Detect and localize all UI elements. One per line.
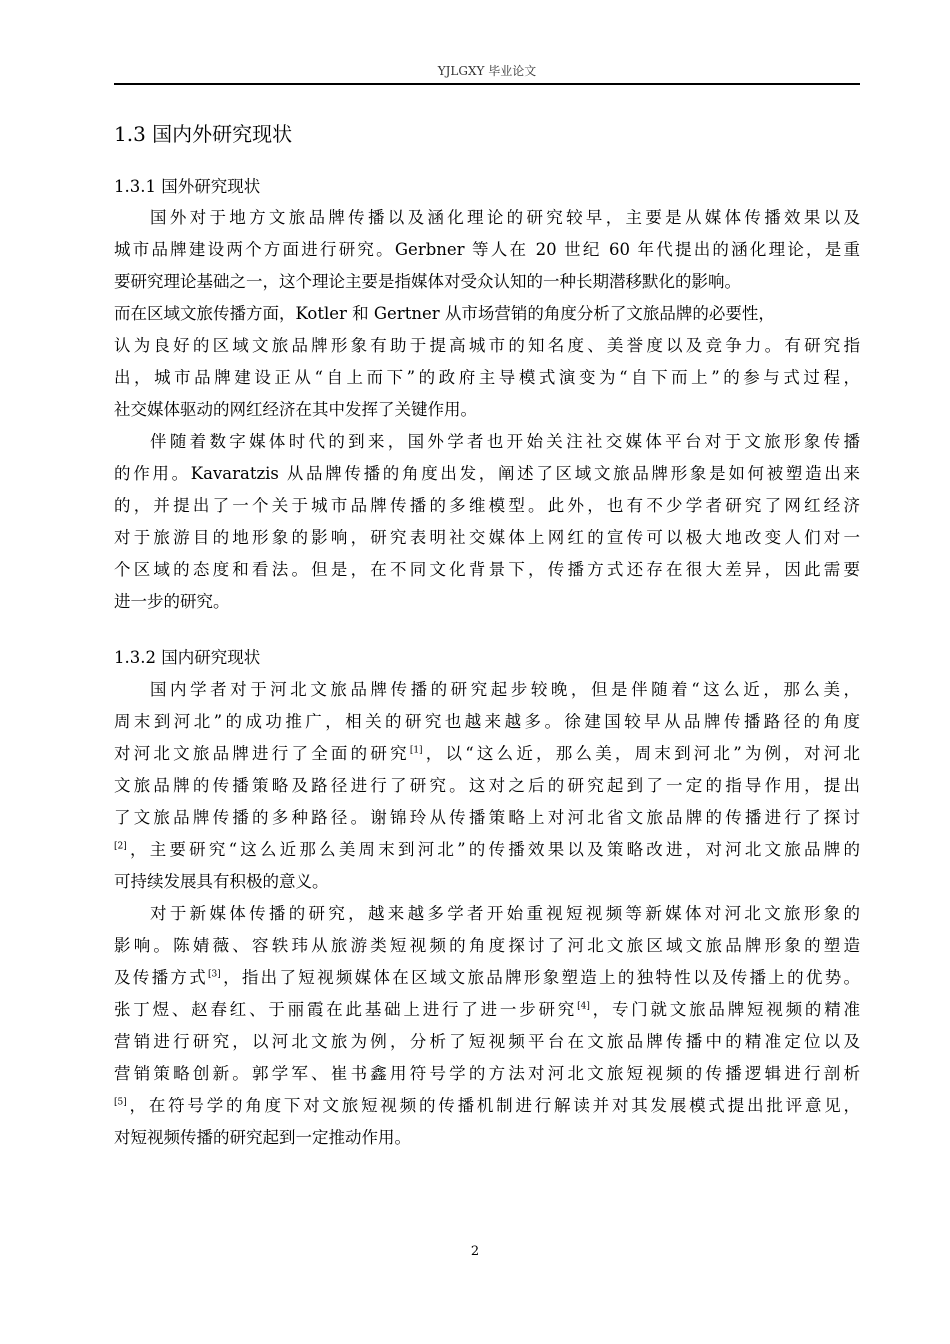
- text-line: 对于旅游目的地形象的影响，研究表明社交媒体上网红的宣传可以极大地改变人们对一: [114, 528, 860, 547]
- section-title: 1.3 国内外研究现状: [114, 122, 293, 146]
- text-line: 出，城市品牌建设正从“自上而下”的政府主导模式演变为“自下而上”的参与式过程，: [114, 368, 860, 387]
- paragraph-domestic-1: [114, 674, 860, 898]
- text-line: 进一步的研究。: [114, 592, 230, 611]
- text-line: 而在区域文旅传播方面，Kotler 和 Gertner 从市场营销的角度分析了文旅品牌的必要性，: [114, 304, 775, 323]
- text-line: 营销进行研究，以河北文旅为例，分析了短视频平台在文旅品牌传播中的精准定位以及: [114, 1032, 860, 1051]
- text-line: 国内学者对于河北文旅品牌传播的研究起步较晚，但是伴随着“这么近，那么美，: [150, 680, 860, 699]
- text-segment: ，指出了短视频媒体在区域文旅品牌形象塑造上的独特性以及传播上的优势。: [220, 968, 861, 987]
- text-segment: ，在符号学的角度下对文旅短视频的传播机制进行解读并对其发展模式提出批评意见，: [126, 1096, 860, 1115]
- citation-5: [5]: [114, 1097, 127, 1108]
- text-segment: 对河北文旅品牌进行了全面的研究: [114, 744, 410, 763]
- header-rule: [114, 83, 860, 85]
- text-line: 对短视频传播的研究起到一定推动作用。: [114, 1128, 411, 1147]
- text-line: 了文旅品牌传播的多种路径。谢锦玲从传播策略上对河北省文旅品牌的传播进行了探讨: [114, 808, 860, 827]
- text-line: 影响。陈婧薇、容轶玮从旅游类短视频的角度探讨了河北文旅区域文旅品牌形象的塑造: [114, 936, 860, 955]
- text-segment: ，以“这么近，那么美，周末到河北”为例，对河北: [422, 744, 861, 763]
- text-line: 营销策略创新。郭学军、崔书鑫用符号学的方法对河北文旅短视频的传播逻辑进行剖析: [114, 1064, 860, 1083]
- page-number: 2: [470, 1244, 480, 1259]
- text-line: [114, 1090, 860, 1122]
- text-line: 可持续发展具有积极的意义。: [114, 872, 329, 891]
- text-line: [114, 738, 860, 770]
- citation-4: [4]: [577, 1001, 590, 1012]
- paragraph-foreign-1: [114, 202, 860, 426]
- text-segment: ，主要研究“这么近那么美周末到河北”的传播效果以及策略改进，对河北文旅品牌的: [126, 840, 860, 859]
- text-line: 对于新媒体传播的研究，越来越多学者开始重视短视频等新媒体对河北文旅形象的: [150, 904, 860, 923]
- text-line: 国外对于地方文旅品牌传播以及涵化理论的研究较早，主要是从媒体传播效果以及: [150, 208, 860, 227]
- citation-1: [1]: [409, 745, 423, 756]
- text-line: 要研究理论基础之一，这个理论主要是指媒体对受众认知的一种长期潜移默化的影响。: [114, 272, 741, 291]
- subsection-title-foreign: 1.3.1 国外研究现状: [114, 177, 261, 196]
- text-line: 的作用。Kavaratzis 从品牌传播的角度出发，阐述了区域文旅品牌形象是如何被塑造出来: [114, 464, 860, 483]
- page-header: YJLGXY 毕业论文: [437, 64, 537, 78]
- text-line: [114, 994, 860, 1026]
- text-segment: 及传播方式: [114, 968, 209, 987]
- text-line: 伴随着数字媒体时代的到来，国外学者也开始关注社交媒体平台对于文旅形象传播: [150, 432, 860, 451]
- text-segment: ，专门就文旅品牌短视频的精准: [589, 1000, 861, 1019]
- text-line: 个区域的态度和看法。但是，在不同文化背景下，传播方式还存在很大差异，因此需要: [114, 560, 860, 579]
- text-line: 的，并提出了一个关于城市品牌传播的多维模型。此外，也有不少学者研究了网红经济: [114, 496, 860, 515]
- subsection-title-domestic: 1.3.2 国内研究现状: [114, 648, 261, 667]
- text-line: [114, 962, 860, 994]
- citation-2: [2]: [114, 841, 127, 852]
- text-line: 城市品牌建设两个方面进行研究。Gerbner 等人在 20 世纪 60 年代提出的涵化理论，是重: [114, 240, 860, 259]
- citation-3: [3]: [208, 969, 221, 980]
- paragraph-foreign-2: [114, 426, 860, 618]
- text-line: [114, 834, 860, 866]
- text-line: 社交媒体驱动的网红经济在其中发挥了关键作用。: [114, 400, 477, 419]
- text-line: 周末到河北”的成功推广，相关的研究也越来越多。徐建国较早从品牌传播路径的角度: [114, 712, 860, 731]
- text-line: 文旅品牌的传播策略及路径进行了研究。这对之后的研究起到了一定的指导作用，提出: [114, 776, 860, 795]
- text-line: 认为良好的区域文旅品牌形象有助于提高城市的知名度、美誉度以及竞争力。有研究指: [114, 336, 860, 355]
- text-segment: 张丁煜、赵春红、于丽霞在此基础上进行了进一步研究: [114, 1000, 578, 1019]
- paragraph-domestic-2: [114, 898, 860, 1154]
